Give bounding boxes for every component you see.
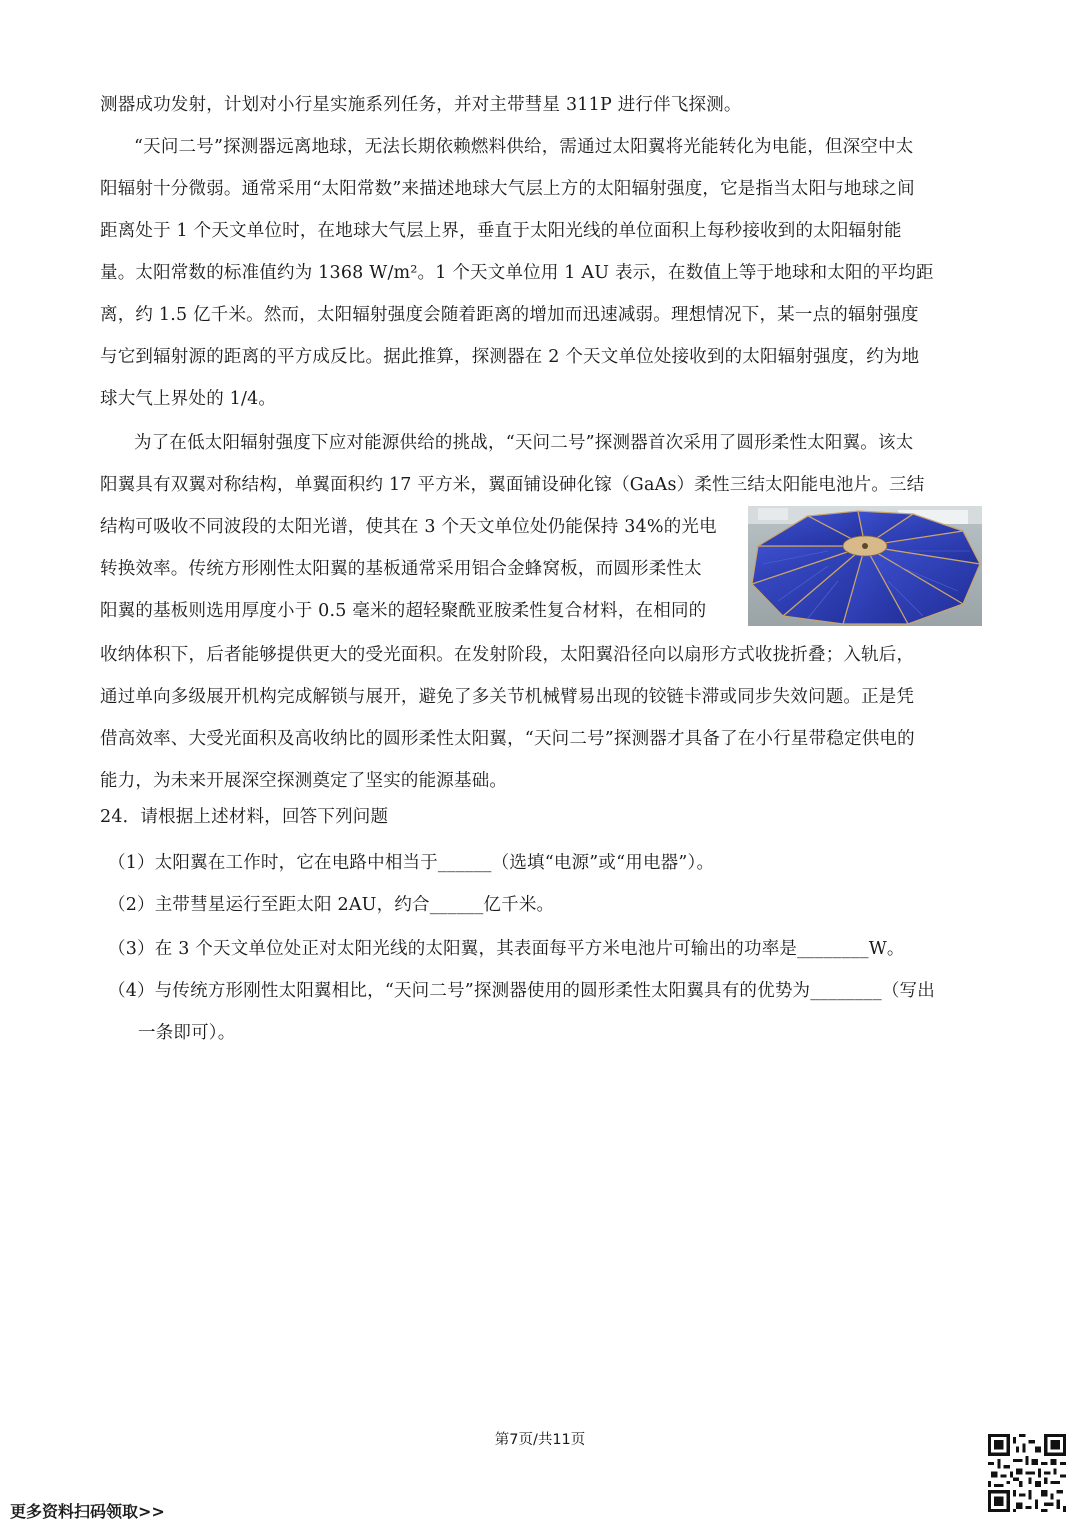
passage-line: 阳辐射十分微弱。通常采用“太阳常数”来描述地球大气层上方的太阳辐射强度，它是指当太阳与地球之间 [100,179,915,199]
passage-line: “天问二号”探测器远离地球，无法长期依赖燃料供给，需通过太阳翼将光能转化为电能，但深空中太 [134,137,914,157]
question-title: 24．请根据上述材料，回答下列问题 [100,807,389,827]
passage-line: 距离处于 1 个天文单位时，在地球大气层上界，垂直于太阳光线的单位面积上每秒接收到的太阳辐射能 [100,221,902,241]
qr-code-icon[interactable] [988,1434,1066,1512]
passage-line: 离，约 1.5 亿千米。然而，太阳辐射强度会随着距离的增加而迅速减弱。理想情况下，某一点的辐射强度 [100,305,919,325]
passage-line: 球大气上界处的 1/4。 [100,389,277,409]
question-item-continuation: 一条即可）。 [138,1023,236,1043]
passage-line: 收纳体积下，后者能够提供更大的受光面积。在发射阶段，太阳翼沿径向以扇形方式收拢折叠；入轨后， [100,645,915,665]
passage-line: 与它到辐射源的距离的平方成反比。据此推算，探测器在 2 个天文单位处接收到的太阳辐射强度，约为地 [100,347,920,367]
promo-link[interactable]: 更多资料扫码领取>> [10,1502,165,1521]
passage-line: 通过单向多级展开机构完成解锁与展开，避免了多关节机械臂易出现的铰链卡滞或同步失效问题。正是凭 [100,687,915,707]
passage-line: 为了在低太阳辐射强度下应对能源供给的挑战，“天问二号”探测器首次采用了圆形柔性太阳翼。该太 [134,433,914,453]
question-item: （1）太阳翼在工作时，它在电路中相当于______（选填“电源”或“用电器”）。 [108,853,715,873]
question-item: （2）主带彗星运行至距太阳 2AU，约合______亿千米。 [108,895,555,915]
solar-wing-photo [748,506,982,626]
page-number: 第7页/共11页 [494,1432,586,1448]
passage-line: 借高效率、大受光面积及高收纳比的圆形柔性太阳翼，“天问二号”探测器才具备了在小行星带稳定供电的 [100,729,915,749]
question-item: （4）与传统方形刚性太阳翼相比，“天问二号”探测器使用的圆形柔性太阳翼具有的优势为________（写出 [108,981,935,1001]
passage-line: 转换效率。传统方形刚性太阳翼的基板通常采用铝合金蜂窝板，而圆形柔性太 [100,559,702,579]
passage-line: 测器成功发射，计划对小行星实施系列任务，并对主带彗星 311P 进行伴飞探测。 [100,95,742,115]
passage-line: 阳翼的基板则选用厚度小于 0.5 毫米的超轻聚酰亚胺柔性复合材料，在相同的 [100,601,707,621]
passage-line: 能力，为未来开展深空探测奠定了坚实的能源基础。 [100,771,508,791]
passage-line: 阳翼具有双翼对称结构，单翼面积约 17 平方米，翼面铺设砷化镓（GaAs）柔性三结太阳能电池片。三结 [100,475,925,495]
passage-line: 结构可吸收不同波段的太阳光谱，使其在 3 个天文单位处仍能保持 34%的光电 [100,517,717,537]
passage-line: 量。太阳常数的标准值约为 1368 W/m²。1 个天文单位用 1 AU 表示，在数值上等于地球和太阳的平均距 [100,263,934,283]
question-item: （3）在 3 个天文单位处正对太阳光线的太阳翼，其表面每平方米电池片可输出的功率是________W。 [108,939,905,959]
